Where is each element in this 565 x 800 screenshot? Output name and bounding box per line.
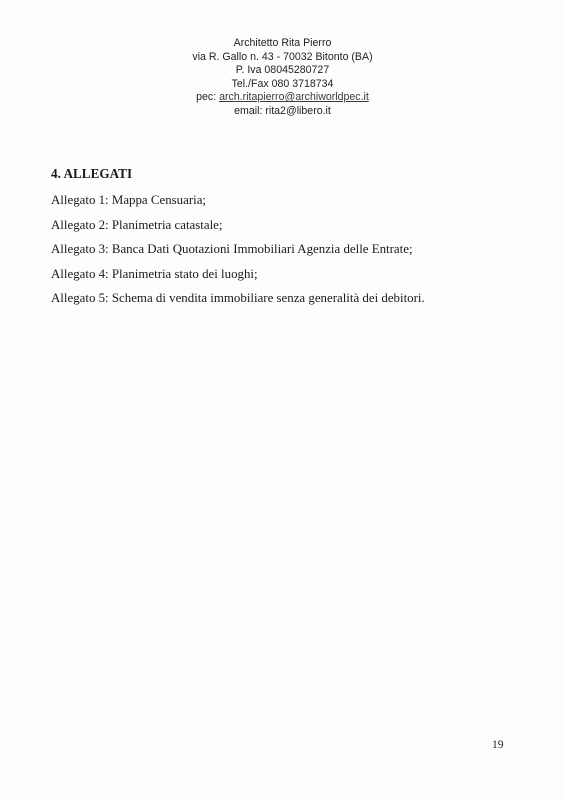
attachment-item: Allegato 1: Mappa Censuaria;	[51, 193, 207, 207]
attachment-item: Allegato 3: Banca Dati Quotazioni Immobiliari Agenzia delle Entrate;	[51, 242, 413, 256]
attachment-item: Allegato 5: Schema di vendita immobiliare senza generalità dei debitori.	[51, 291, 425, 305]
address-line: via R. Gallo n. 43 - 70032 Bitonto (BA)	[192, 50, 373, 63]
attachment-item: Allegato 4: Planimetria stato dei luoghi;	[51, 266, 258, 281]
phone-fax: Tel./Fax 080 3718734	[231, 77, 334, 90]
vat-number: P. Iva 08045280727	[235, 64, 330, 77]
pec-email-link[interactable]: arch.ritapierro@archiworldpec.it	[219, 91, 369, 104]
letterhead	[0, 37, 565, 119]
email-line: email: rita2@libero.it	[234, 104, 331, 117]
pec-label: pec:	[196, 91, 217, 104]
attachments-list	[51, 188, 521, 311]
architect-name: Architetto Rita Pierro	[233, 37, 332, 49]
attachment-item: Allegato 2: Planimetria catastale;	[51, 217, 223, 232]
attachments-section	[51, 165, 521, 311]
pec-line	[0, 91, 565, 105]
page-number: 19	[492, 739, 504, 751]
section-title: 4. ALLEGATI	[51, 166, 133, 181]
